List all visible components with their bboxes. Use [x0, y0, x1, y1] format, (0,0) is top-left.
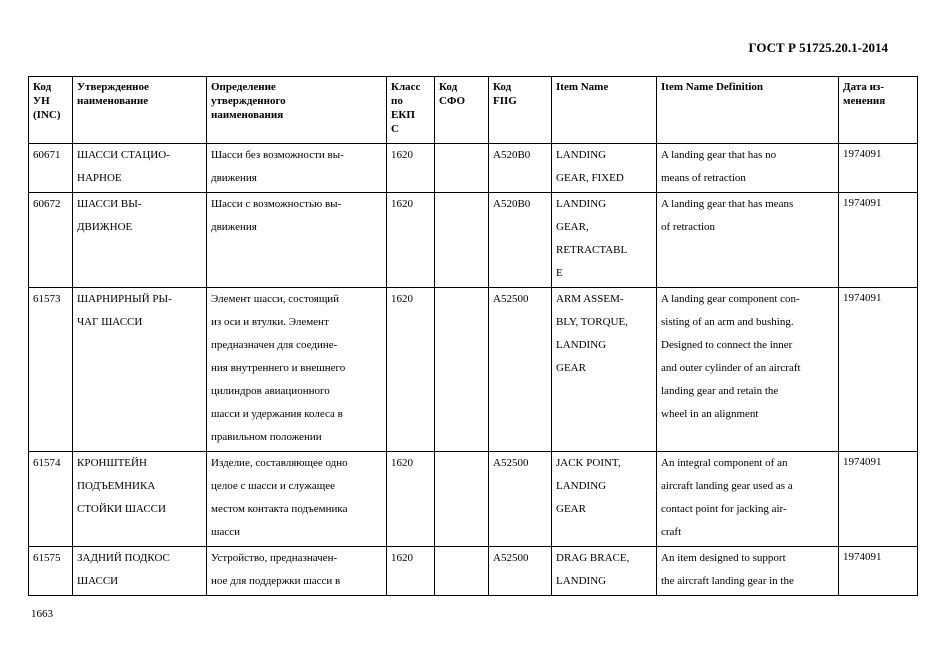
cell-item-name: ARM ASSEM- BLY, TORQUE, LANDING GEAR [552, 288, 657, 452]
table-row [29, 144, 918, 193]
cell-class: 1620 [387, 452, 435, 547]
col-header-approved-name: Утвержденное наименование [73, 77, 207, 144]
cell-fiig: A520B0 [489, 144, 552, 193]
col-header-fiig: Код FIIG [489, 77, 552, 144]
cell-fiig: A52500 [489, 547, 552, 596]
col-header-item-name-definition: Item Name Definition [657, 77, 839, 144]
col-header-class: Класс по ЕКП С [387, 77, 435, 144]
table-row [29, 547, 918, 596]
cell-fiig: A52500 [489, 452, 552, 547]
cell-item-name-definition: An item designed to support the aircraft landing gear in the [657, 547, 839, 596]
cell-change-date: 1974091 [839, 193, 918, 288]
cell-fiig: A52500 [489, 288, 552, 452]
cell-item-name: JACK POINT, LANDING GEAR [552, 452, 657, 547]
col-header-inc: Код УН (INC) [29, 77, 73, 144]
cell-change-date: 1974091 [839, 452, 918, 547]
cell-item-name-definition: A landing gear component con- sisting of an arm and bushing. Designed to connect the inner and outer cylinder of an aircraft landing gear and retain the wheel in an alignment [657, 288, 839, 452]
cell-item-name-definition: A landing gear that has means of retraction [657, 193, 839, 288]
table-header-row [29, 77, 918, 144]
cell-class: 1620 [387, 288, 435, 452]
table-row [29, 452, 918, 547]
cell-sfo [435, 452, 489, 547]
cell-sfo [435, 547, 489, 596]
table-body [29, 144, 918, 596]
cell-item-name-definition: A landing gear that has no means of retraction [657, 144, 839, 193]
col-header-sfo: Код СФО [435, 77, 489, 144]
cell-item-name-definition: An integral component of an aircraft landing gear used as a contact point for jacking air- craft [657, 452, 839, 547]
cell-approved-name: ШАРНИРНЫЙ РЫ- ЧАГ ШАССИ [73, 288, 207, 452]
col-header-item-name: Item Name [552, 77, 657, 144]
cell-definition: Элемент шасси, состоящий из оси и втулки. Элемент предназначен для соедине- ния внутреннего и внешнего цилиндров авиационного шасси и удержания колеса в правильном положении [207, 288, 387, 452]
cell-inc: 60671 [29, 144, 73, 193]
cell-inc: 61575 [29, 547, 73, 596]
cell-item-name: LANDING GEAR, RETRACTABL E [552, 193, 657, 288]
cell-sfo [435, 288, 489, 452]
cell-approved-name: ШАССИ СТАЦИО- НАРНОЕ [73, 144, 207, 193]
cell-definition: Устройство, предназначен- ное для поддержки шасси в [207, 547, 387, 596]
table-row [29, 288, 918, 452]
cell-sfo [435, 144, 489, 193]
cell-inc: 61574 [29, 452, 73, 547]
cell-change-date: 1974091 [839, 144, 918, 193]
cell-sfo [435, 193, 489, 288]
cell-definition: Шасси без возможности вы- движения [207, 144, 387, 193]
cell-definition: Шасси с возможностью вы- движения [207, 193, 387, 288]
cell-inc: 61573 [29, 288, 73, 452]
page-number: 1663 [31, 608, 53, 620]
cell-change-date: 1974091 [839, 547, 918, 596]
cell-item-name: LANDING GEAR, FIXED [552, 144, 657, 193]
cell-class: 1620 [387, 144, 435, 193]
cell-item-name: DRAG BRACE, LANDING [552, 547, 657, 596]
table-row [29, 193, 918, 288]
cell-class: 1620 [387, 547, 435, 596]
catalog-table [28, 76, 918, 596]
cell-change-date: 1974091 [839, 288, 918, 452]
col-header-definition: Определение утвержденного наименования [207, 77, 387, 144]
cell-class: 1620 [387, 193, 435, 288]
cell-definition: Изделие, составляющее одно целое с шасси и служащее местом контакта подъемника шасси [207, 452, 387, 547]
cell-inc: 60672 [29, 193, 73, 288]
document-code: ГОСТ Р 51725.20.1-2014 [748, 40, 888, 55]
cell-approved-name: ШАССИ ВЫ- ДВИЖНОЕ [73, 193, 207, 288]
cell-approved-name: ЗАДНИЙ ПОДКОС ШАССИ [73, 547, 207, 596]
cell-approved-name: КРОНШТЕЙН ПОДЪЕМНИКА СТОЙКИ ШАССИ [73, 452, 207, 547]
cell-fiig: A520B0 [489, 193, 552, 288]
col-header-change-date: Дата из- менения [839, 77, 918, 144]
